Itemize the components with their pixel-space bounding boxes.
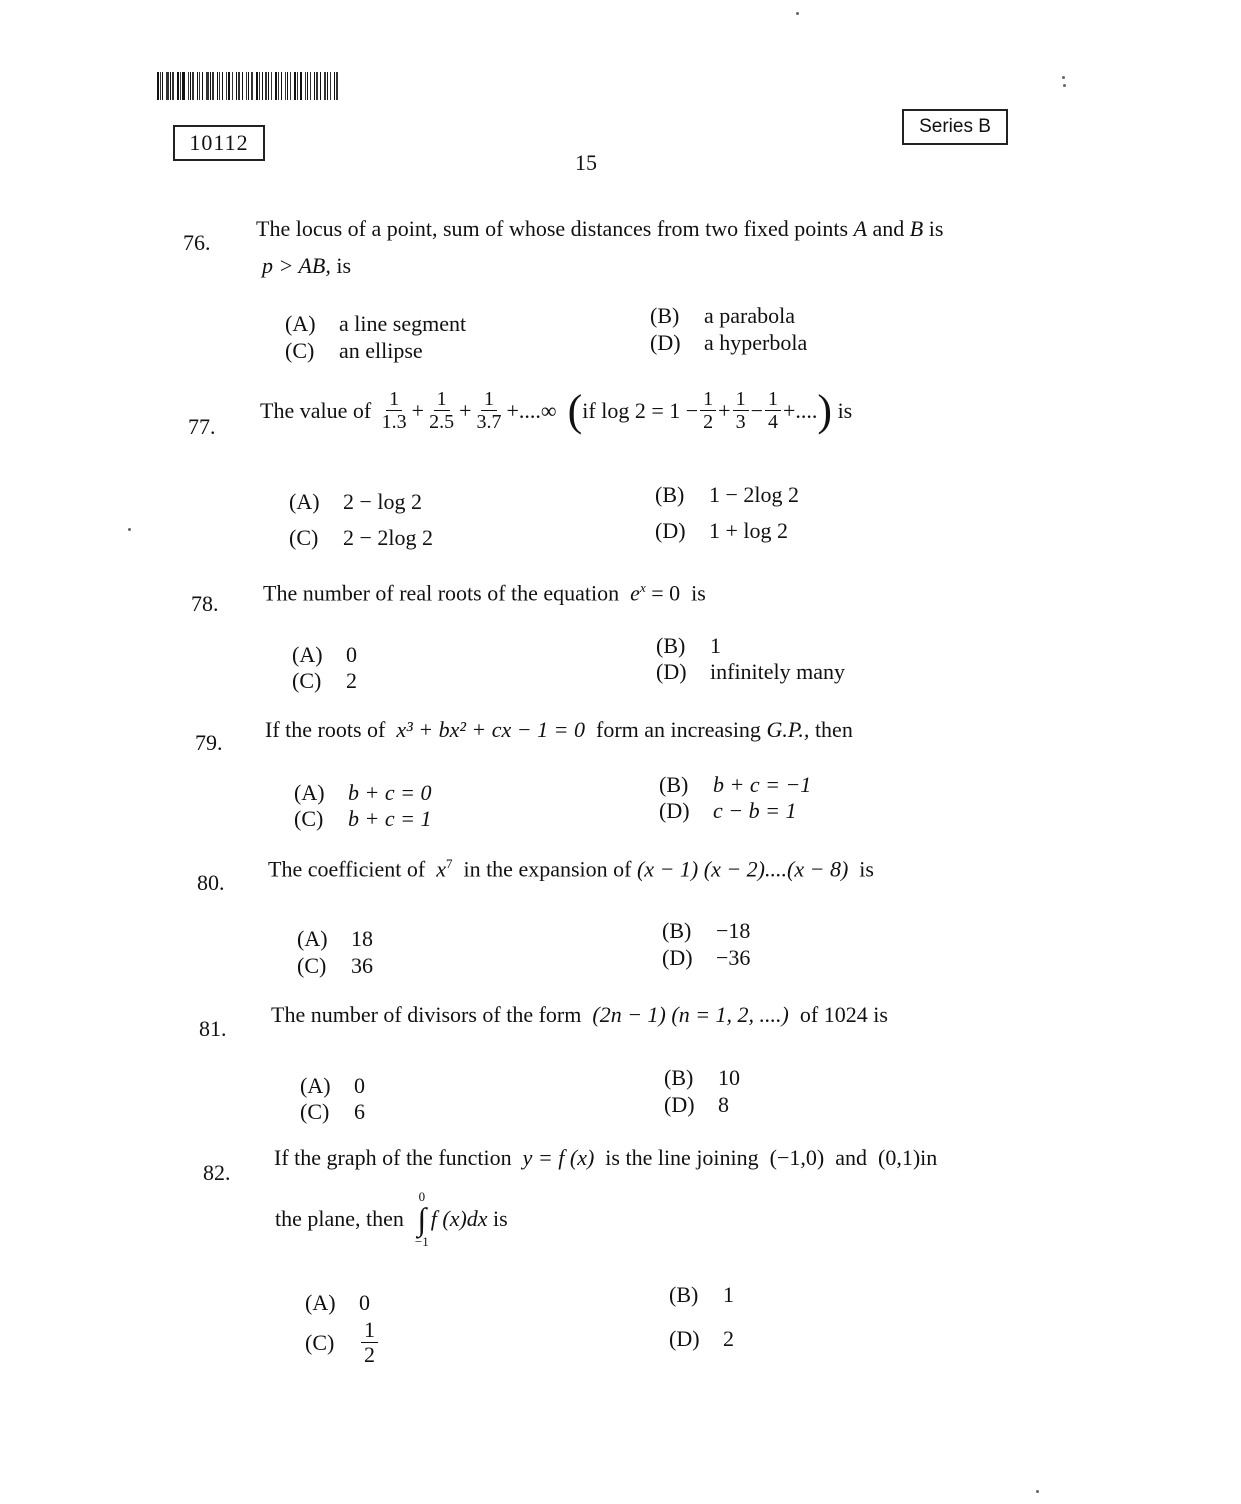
paper-code-box: 10112 xyxy=(173,125,265,161)
barcode-bar xyxy=(157,72,159,100)
question-text: The number of divisors of the form (2n − 1) (n = 1, 2, ....) of 1024 is xyxy=(271,1002,888,1027)
scan-speck xyxy=(796,12,799,15)
scan-speck xyxy=(128,528,131,531)
barcode-bar xyxy=(278,72,279,100)
barcode-bar xyxy=(192,72,194,100)
scan-speck xyxy=(1063,84,1066,87)
question-text: The value of $\frac{1}{1.3}$ + $\frac{1}{2.5}$ + $\frac{1}{3.7}$ +....∞ ( if log 2 = 1 − $\frac{1}{2}$ + $\frac{1}{3}$ − $\frac{1}{4}$ +.... ) is xyxy=(260,386,853,435)
option-b[interactable]: (B) a parabola xyxy=(650,303,795,328)
fraction: $\frac{1}{2}$ xyxy=(361,1318,378,1367)
option-a[interactable]: (A) 18 xyxy=(297,926,373,951)
option-c[interactable]: (C) $\frac{1}{2}$ xyxy=(305,1318,380,1367)
barcode-bar xyxy=(334,72,336,100)
question-number: 76. xyxy=(183,230,211,255)
question-text-line2: p > AB, is xyxy=(262,253,352,278)
barcode-bar xyxy=(248,72,249,100)
barcode-bar xyxy=(316,72,318,100)
fraction: $\frac{1}{2}$ xyxy=(700,388,716,433)
barcode-bar xyxy=(275,72,277,100)
option-c[interactable]: (C) 2 xyxy=(292,668,357,693)
option-a[interactable]: (A) 0 xyxy=(292,642,357,667)
integral-sign-icon: ∫ xyxy=(417,1201,427,1237)
barcode-bar xyxy=(217,72,218,100)
barcode xyxy=(157,72,340,100)
option-a[interactable]: (A) 0 xyxy=(300,1073,365,1098)
barcode-bar xyxy=(330,72,331,100)
barcode-bar xyxy=(281,72,283,100)
barcode-bar xyxy=(199,72,200,100)
option-c[interactable]: (C) 6 xyxy=(300,1099,365,1124)
option-d[interactable]: (D) a hyperbola xyxy=(650,330,808,355)
question-text-line2: the plane, then 0 ∫ −1 f (x)dx is xyxy=(275,1189,508,1249)
barcode-bar xyxy=(256,72,258,100)
barcode-bar xyxy=(206,72,208,100)
question-number: 77. xyxy=(188,414,216,439)
barcode-bar xyxy=(160,72,161,100)
question-number: 80. xyxy=(197,870,225,895)
fraction: $\frac{1}{3}$ xyxy=(733,388,749,433)
barcode-bar xyxy=(290,72,292,100)
barcode-bar xyxy=(297,72,298,100)
barcode-bar xyxy=(262,72,263,100)
barcode-bar xyxy=(268,72,269,100)
option-b[interactable]: (B) 1 xyxy=(669,1282,734,1307)
barcode-bar xyxy=(305,72,306,100)
barcode-bar xyxy=(232,72,233,100)
barcode-bar xyxy=(310,72,312,100)
option-a[interactable]: (A) 0 xyxy=(305,1290,370,1315)
option-b[interactable]: (B) 10 xyxy=(664,1065,740,1090)
option-c[interactable]: (C) 2 − 2log 2 xyxy=(289,525,434,550)
barcode-bar xyxy=(300,72,302,100)
barcode-bar xyxy=(166,72,168,100)
barcode-bar xyxy=(314,72,315,100)
barcode-bar xyxy=(320,72,321,100)
barcode-bar xyxy=(265,72,267,100)
option-d[interactable]: (D) c − b = 1 xyxy=(659,798,797,823)
option-a[interactable]: (A) b + c = 0 xyxy=(294,780,432,805)
barcode-bar xyxy=(210,72,211,100)
barcode-bar xyxy=(242,72,244,100)
barcode-bar xyxy=(285,72,286,100)
barcode-bar xyxy=(188,72,189,100)
barcode-bar xyxy=(271,72,272,100)
integral: 0 ∫ −1 xyxy=(414,1189,429,1249)
series-box: Series B xyxy=(902,109,1008,145)
question-text: The coefficient of $x^7$ in the expansion of (x − 1) (x − 2)....(x − 8) is xyxy=(268,856,874,882)
barcode-bar xyxy=(219,72,220,100)
option-d[interactable]: (D) infinitely many xyxy=(656,659,846,684)
fraction: $\frac{1}{2.5}$ xyxy=(429,388,455,433)
page-number: 15 xyxy=(575,150,597,175)
barcode-bar xyxy=(162,72,163,100)
barcode-bar xyxy=(228,72,230,100)
barcode-bar xyxy=(246,72,247,100)
option-d[interactable]: (D) −36 xyxy=(662,945,751,970)
option-b[interactable]: (B) b + c = −1 xyxy=(659,772,812,797)
barcode-bar xyxy=(307,72,308,100)
question-number: 79. xyxy=(195,730,223,755)
barcode-bar xyxy=(251,72,253,100)
question-text: The number of real roots of the equation $e^x = 0$ is xyxy=(263,580,706,606)
barcode-bar xyxy=(182,72,184,100)
barcode-bar xyxy=(212,72,214,100)
question-number: 81. xyxy=(199,1016,227,1041)
barcode-bar xyxy=(172,72,174,100)
barcode-bar xyxy=(202,72,204,100)
option-d[interactable]: (D) 8 xyxy=(664,1092,729,1117)
fraction: $\frac{1}{1.3}$ xyxy=(381,388,407,433)
barcode-bar xyxy=(236,72,237,100)
option-a[interactable]: (A) 2 − log 2 xyxy=(289,489,423,514)
scan-speck xyxy=(1036,1490,1039,1493)
option-c[interactable]: (C) an ellipse xyxy=(285,338,423,363)
barcode-bar xyxy=(259,72,260,100)
question-text: If the graph of the function y = f (x) is the line joining (−1,0) and (0,1)in xyxy=(274,1145,938,1170)
barcode-bar xyxy=(238,72,240,100)
question-number: 82. xyxy=(203,1160,231,1185)
barcode-bar xyxy=(180,72,181,100)
barcode-bar xyxy=(170,72,171,100)
barcode-bar xyxy=(226,72,227,100)
option-c[interactable]: (C) 36 xyxy=(297,953,373,978)
barcode-bar xyxy=(327,72,328,100)
barcode-bar xyxy=(294,72,296,100)
option-c[interactable]: (C) b + c = 1 xyxy=(294,806,432,831)
question-text: If the roots of x³ + bx² + cx − 1 = 0 form an increasing G.P., then xyxy=(265,717,853,742)
option-d[interactable]: (D) 1 + log 2 xyxy=(655,518,789,543)
fraction: $\frac{1}{4}$ xyxy=(765,388,781,433)
scan-speck xyxy=(1062,76,1065,79)
barcode-bar xyxy=(324,72,326,100)
barcode-bar xyxy=(287,72,288,100)
option-b[interactable]: (B) 1 xyxy=(656,633,721,658)
option-b[interactable]: (B) 1 − 2log 2 xyxy=(655,482,800,507)
question-text: The locus of a point, sum of whose distances from two fixed points A and B is xyxy=(256,216,944,241)
barcode-bar xyxy=(177,72,179,100)
barcode-bar xyxy=(197,72,198,100)
option-b[interactable]: (B) −18 xyxy=(662,918,751,943)
question-number: 78. xyxy=(191,591,219,616)
barcode-bar xyxy=(336,72,338,100)
option-d[interactable]: (D) 2 xyxy=(669,1326,734,1351)
fraction: $\frac{1}{3.7}$ xyxy=(476,388,502,433)
barcode-bar xyxy=(190,72,191,100)
barcode-bar xyxy=(222,72,224,100)
option-a[interactable]: (A) a line segment xyxy=(285,311,467,336)
